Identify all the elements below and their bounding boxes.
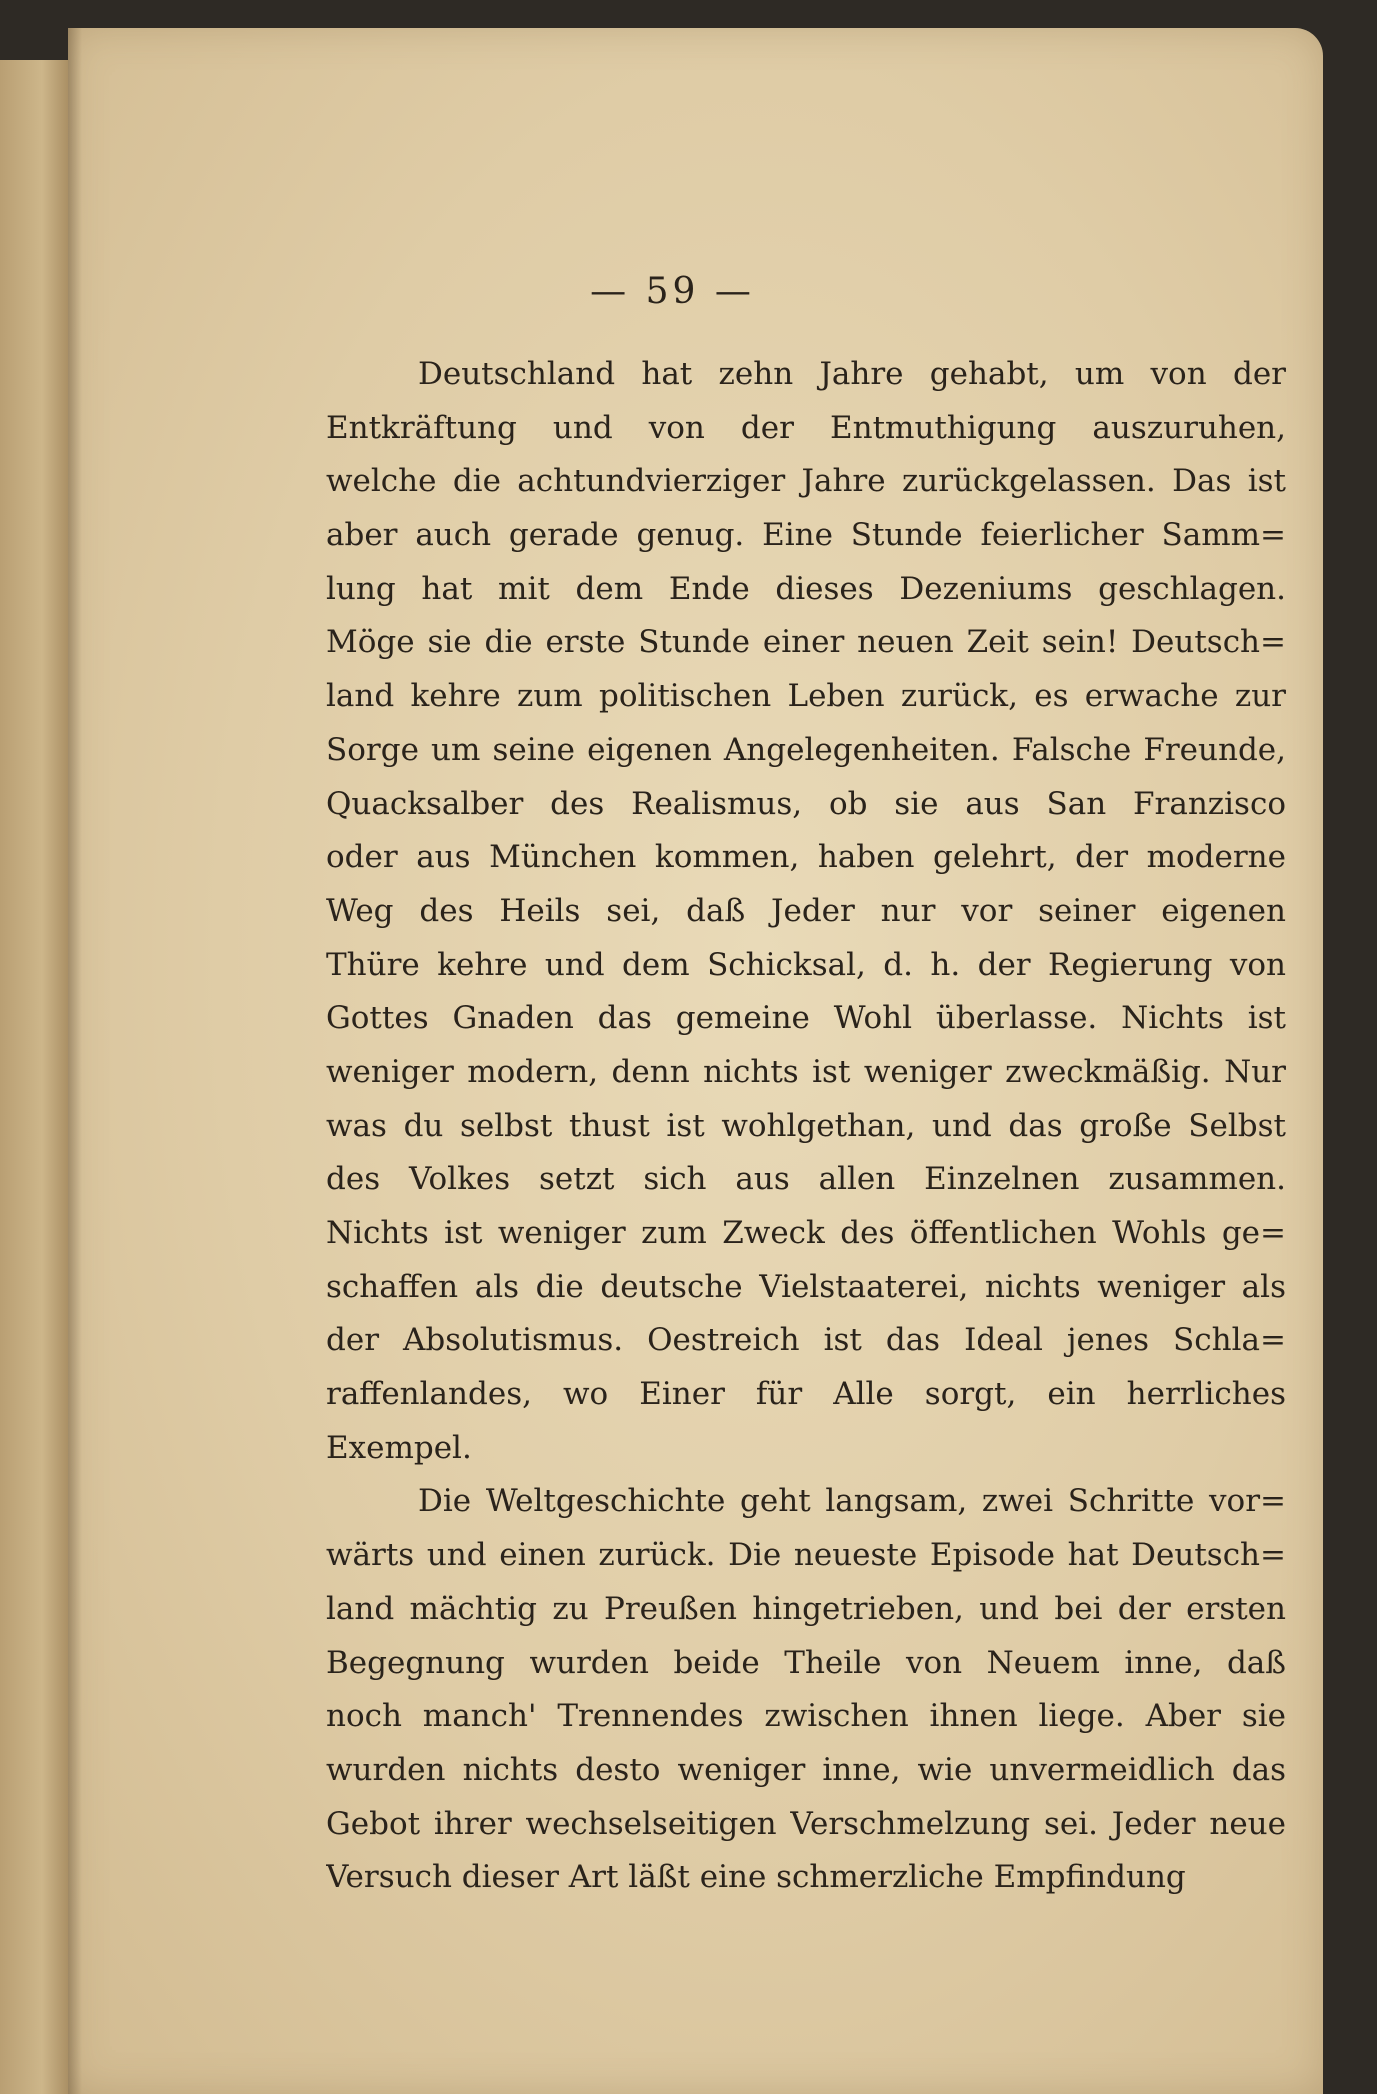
page-gutter-shadow: [68, 28, 82, 2094]
text-line: Versuch dieser Art läßt eine schmerzliche Empfindung: [326, 1859, 1186, 1896]
text-line: Quacksalber des Realismus, ob sie aus San Franzisco: [326, 785, 1286, 822]
body-text: [326, 348, 1286, 1905]
text-line: noch manch' Trennendes zwischen ihnen liege. Aber sie: [326, 1698, 1286, 1735]
text-line: raffenlandes, wo Einer für Alle sorgt, ein herrliches: [326, 1376, 1286, 1413]
text-line: Sorge um seine eigenen Angelegenheiten. Falsche Freunde,: [326, 731, 1286, 768]
text-line: schaffen als die deutsche Vielstaaterei, nichts weniger als: [326, 1268, 1286, 1305]
paragraph: [326, 348, 1286, 1475]
text-line: Entkräftung und von der Entmuthigung auszuruhen,: [326, 409, 1286, 446]
text-line: Gebot ihrer wechselseitigen Verschmelzung sei. Jeder neue: [326, 1805, 1286, 1842]
text-line: Die Weltgeschichte geht langsam, zwei Schritte vor=: [418, 1483, 1286, 1520]
text-line: Gottes Gnaden das gemeine Wohl überlasse. Nichts ist: [326, 1000, 1286, 1037]
text-line: Thüre kehre und dem Schicksal, d. h. der Regierung von: [326, 946, 1286, 983]
text-line: Weg des Heils sei, daß Jeder nur vor seiner eigenen: [326, 892, 1286, 929]
text-line: land kehre zum politischen Leben zurück, es erwache zur: [326, 678, 1286, 715]
text-line: Begegnung wurden beide Theile von Neuem inne, daß: [326, 1644, 1286, 1681]
text-line: Nichts ist weniger zum Zweck des öffentlichen Wohls ge=: [326, 1215, 1286, 1251]
text-line: lung hat mit dem Ende dieses Dezeniums geschlagen.: [326, 570, 1286, 607]
book-page: [68, 28, 1323, 2094]
text-line: der Absolutismus. Oestreich ist das Ideal jenes Schla=: [326, 1322, 1286, 1359]
text-line: aber auch gerade genug. Eine Stunde feierlicher Samm=: [326, 517, 1286, 554]
page-number: — 59 —: [590, 271, 755, 312]
text-line: wurden nichts desto weniger inne, wie unvermeidlich das: [326, 1751, 1286, 1788]
text-line: Deutschland hat zehn Jahre gehabt, um von der: [418, 356, 1286, 392]
text-line: Exempel.: [326, 1429, 472, 1466]
text-line: welche die achtundvierziger Jahre zurückgelassen. Das ist: [326, 463, 1286, 500]
text-line: was du selbst thust ist wohlgethan, und das große Selbst: [326, 1107, 1286, 1144]
text-line: oder aus München kommen, haben gelehrt, der moderne: [326, 839, 1286, 876]
adjacent-page-edge: [0, 60, 70, 2094]
text-line: Möge sie die erste Stunde einer neuen Zeit sein! Deutsch=: [326, 624, 1286, 661]
text-line: land mächtig zu Preußen hingetrieben, und bei der ersten: [326, 1590, 1286, 1627]
text-line: weniger modern, denn nichts ist weniger zweckmäßig. Nur: [326, 1053, 1286, 1090]
text-line: wärts und einen zurück. Die neueste Episode hat Deutsch=: [326, 1537, 1286, 1574]
text-line: des Volkes setzt sich aus allen Einzelnen zusammen.: [326, 1161, 1286, 1198]
paragraph: [326, 1475, 1286, 1905]
